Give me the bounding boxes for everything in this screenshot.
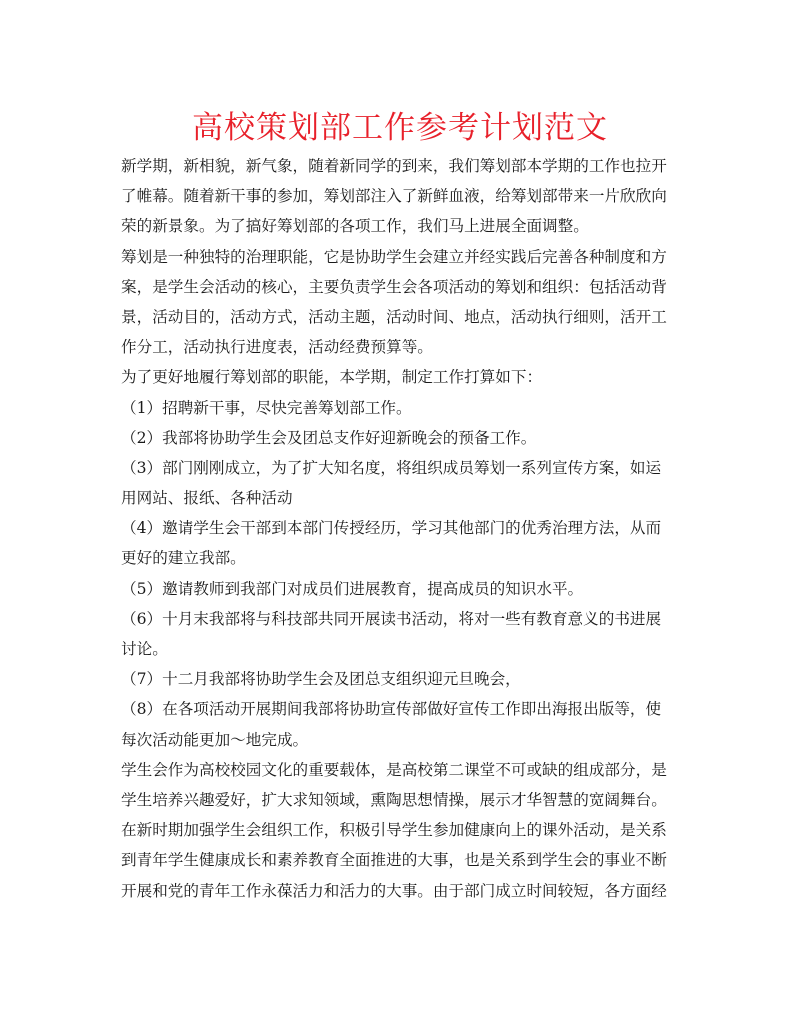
text-line: 到青年学生健康成长和素养教育全面推进的大事，也是关系到学生会的事业不断 (121, 851, 667, 870)
text-line: 用网站、报纸、各种活动 (121, 489, 293, 508)
text-line: 案，是学生会活动的核心，主要负责学生会各项活动的筹划和组织：包括活动背 (121, 277, 667, 296)
text-line: （3）部门刚刚成立，为了扩大知名度，将组织成员筹划一系列宣传方案，如运 (121, 458, 662, 477)
document-title: 高校策划部工作参考计划范文 (192, 110, 608, 146)
text-line: 每次活动能更加～地完成。 (121, 730, 309, 749)
text-line: 学生会作为高校校园文化的重要载体，是高校第二课堂不可或缺的组成部分，是 (121, 760, 667, 779)
text-line: 更好的建立我部。 (121, 549, 246, 568)
text-line: （5）邀请教师到我部门对成员们进展教育，提高成员的知识水平。 (121, 579, 584, 598)
text-line: 为了更好地履行筹划部的职能，本学期，制定工作打算如下： (121, 368, 543, 387)
text-line: 景，活动目的，活动方式，活动主题，活动时间、地点，活动执行细则，活开工 (121, 307, 667, 326)
text-line: 在新时期加强学生会组织工作，积极引导学生参加健康向上的课外活动，是关系 (121, 821, 667, 840)
text-line: （8）在各项活动开展期间我部将协助宣传部做好宣传工作即出海报出版等，使 (121, 700, 662, 719)
text-line: （4）邀请学生会干部到本部门传授经历，学习其他部门的优秀治理方法，从而 (121, 519, 662, 538)
text-line: （7）十二月我部将协助学生会及团总支组织迎元旦晚会， (121, 670, 521, 689)
text-line: 讨论。 (121, 640, 168, 658)
text-line: （6）十月末我部将与科技部共同开展读书活动，将对一些有教育意义的书进展 (121, 609, 662, 628)
text-line: 筹划是一种独特的治理职能，它是协助学生会建立并经实践后完善各种制度和方 (121, 247, 667, 266)
text-line: 了帷幕。随着新干事的参加，筹划部注入了新鲜血液，给筹划部带来一片欣欣向 (121, 187, 667, 206)
text-line: 开展和党的青年工作永葆活力和活力的大事。由于部门成立时间较短，各方面经 (121, 881, 667, 900)
text-line: 学生培养兴趣爱好，扩大求知领域，熏陶思想情操，展示才华智慧的宽阔舞台。 (121, 790, 667, 809)
text-line: （1）招聘新干事，尽快完善筹划部工作。 (121, 398, 412, 417)
text-line: （2）我部将协助学生会及团总支作好迎新晚会的预备工作。 (121, 428, 537, 447)
text-line: 新学期，新相貌，新气象，随着新同学的到来，我们筹划部本学期的工作也拉开 (121, 157, 667, 175)
document-body (121, 151, 681, 906)
text-line: 荣的新景象。为了搞好筹划部的各项工作，我们马上进展全面调整。 (121, 217, 589, 236)
text-line: 作分工，活动执行进度表，活动经费预算等。 (121, 338, 433, 357)
